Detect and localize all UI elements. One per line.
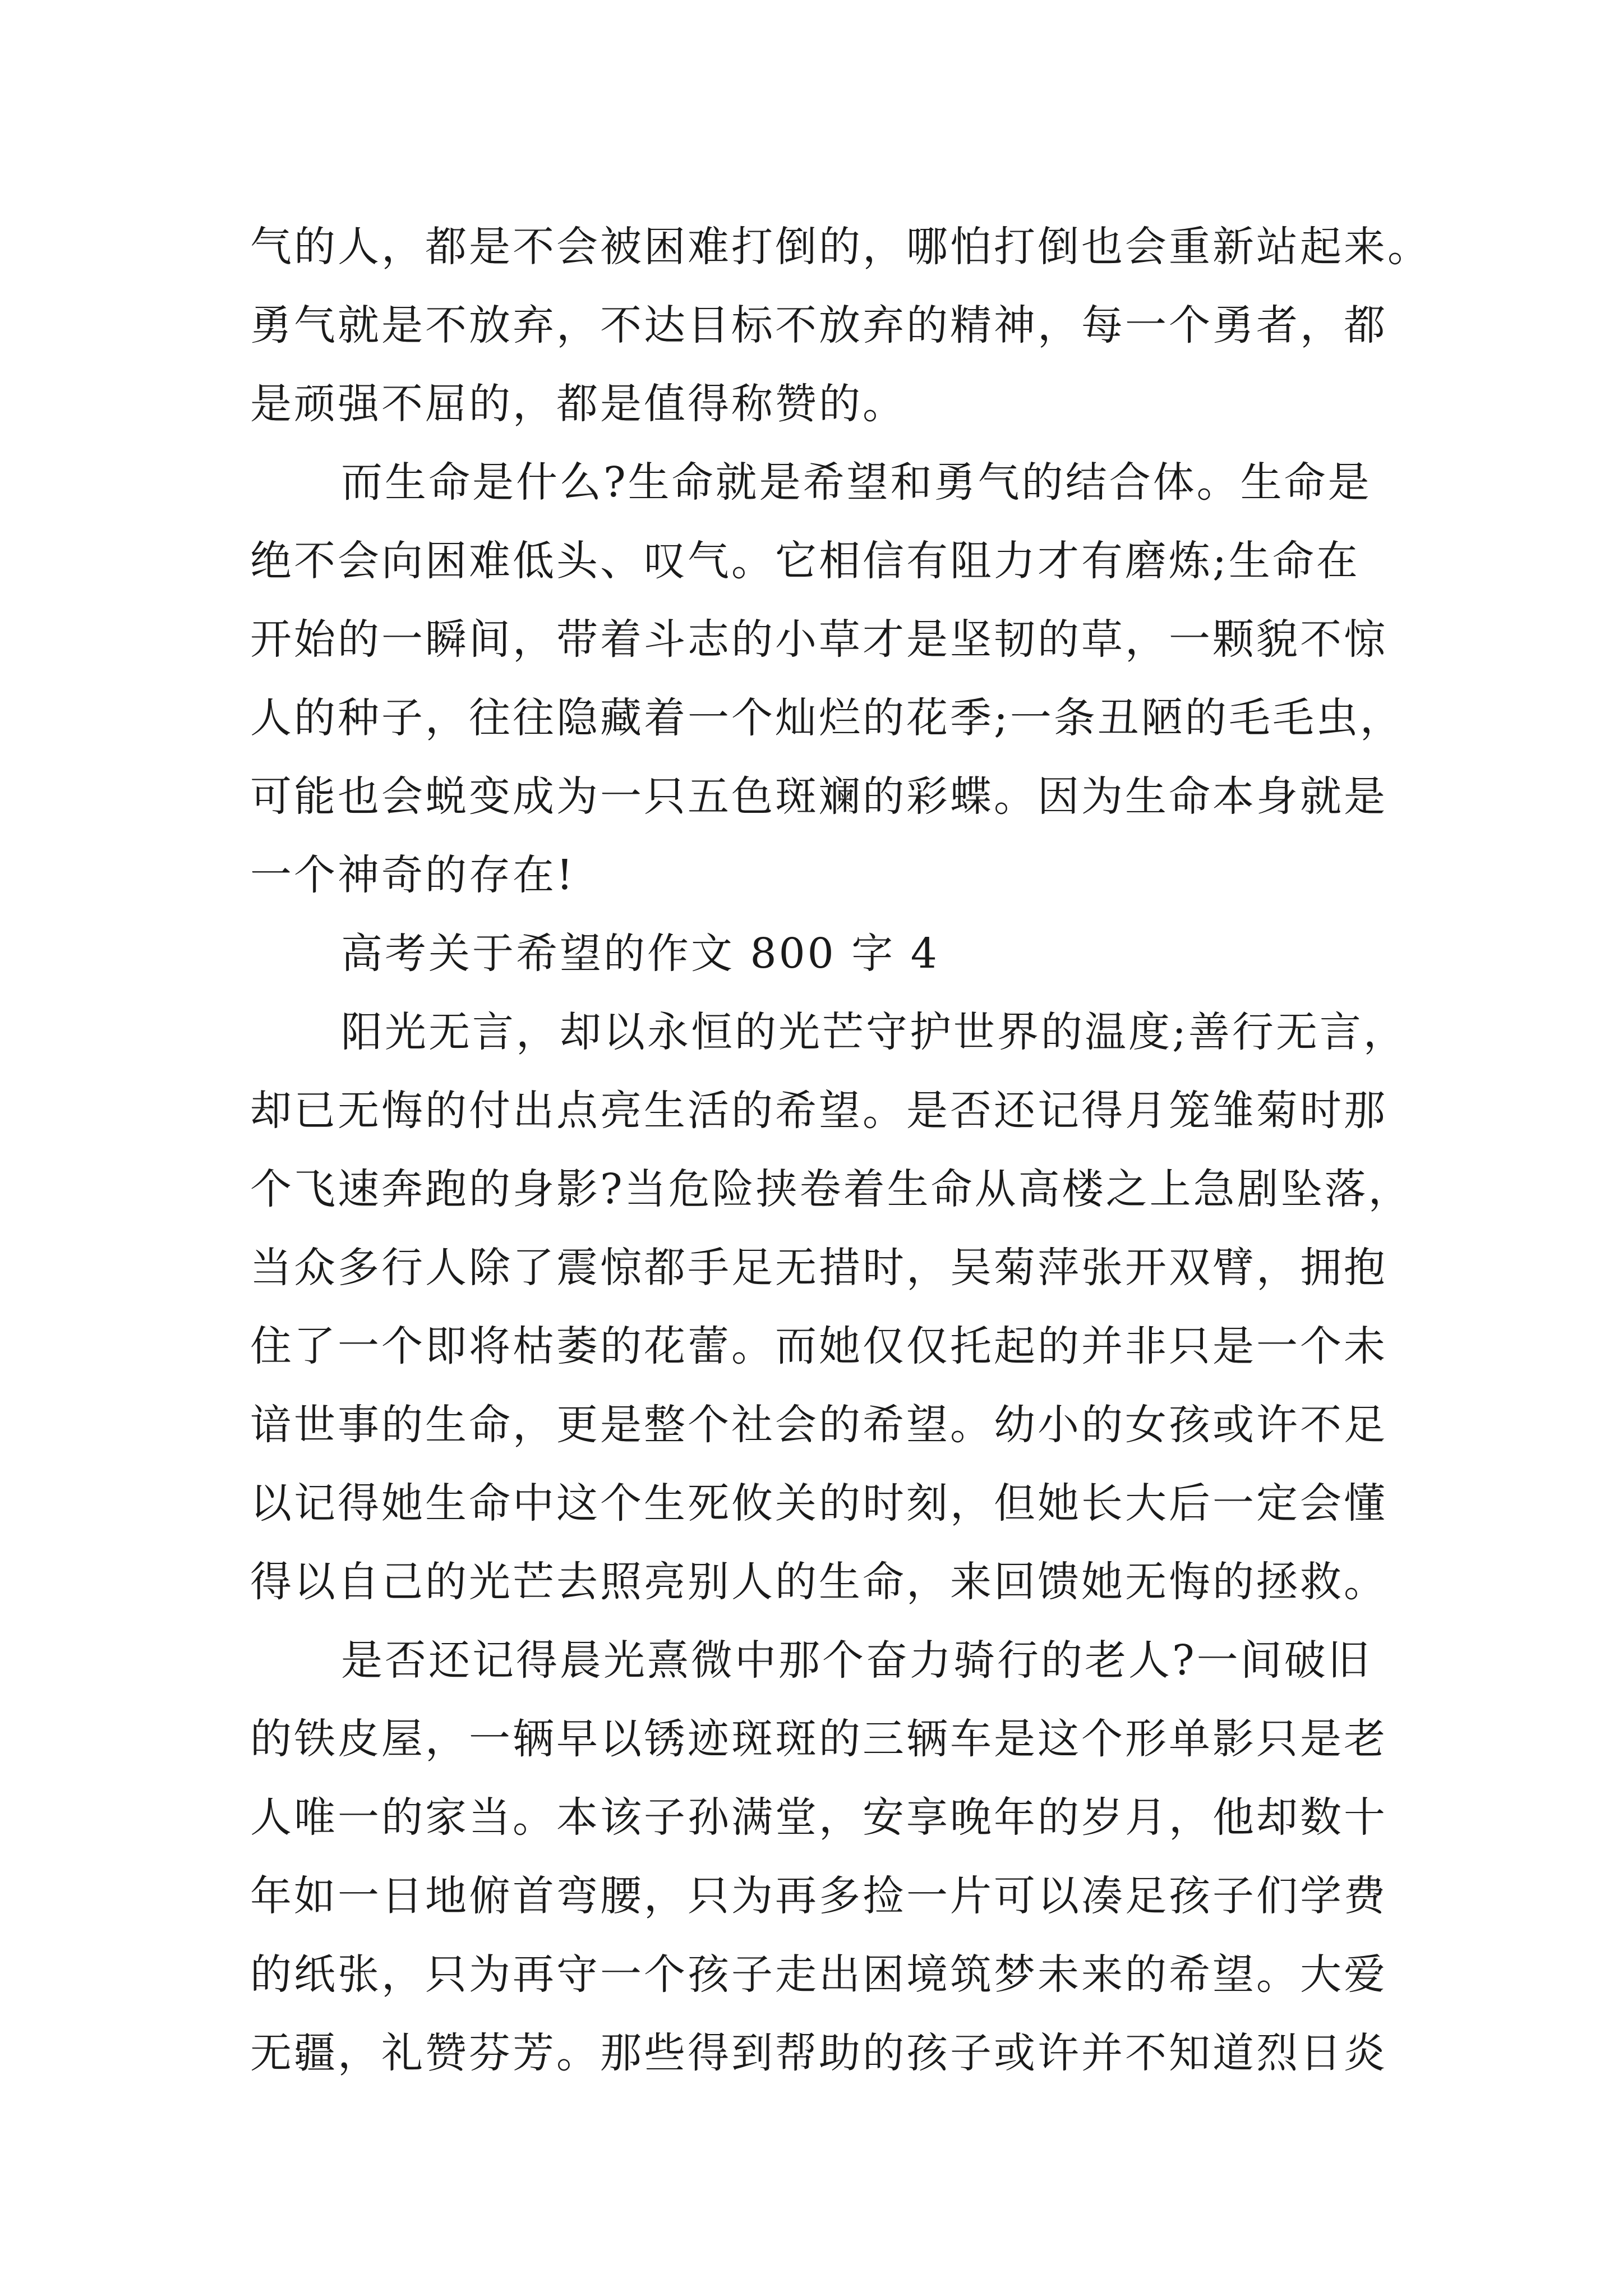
text-line: 住了一个即将枯萎的花蕾。而她仅仅托起的并非只是一个未 bbox=[250, 1322, 1387, 1370]
text-line: 人唯一的家当。本该子孙满堂，安享晚年的岁月，他却数十 bbox=[250, 1793, 1387, 1842]
paragraph-first-line: 是否还记得晨光熹微中那个奋力骑行的老人?一间破旧 bbox=[341, 1636, 1372, 1685]
text-line: 的铁皮屋，一辆早以锈迹斑斑的三辆车是这个形单影只是老 bbox=[250, 1715, 1387, 1763]
text-line: 气的人，都是不会被困难打倒的，哪怕打倒也会重新站起来。 bbox=[250, 223, 1431, 271]
text-line: 得以自己的光芒去照亮别人的生命，来回馈她无悔的拯救。 bbox=[250, 1558, 1387, 1606]
text-line: 一个神奇的存在! bbox=[250, 851, 575, 899]
text-line: 绝不会向困难低头、叹气。它相信有阻力才有磨炼;生命在 bbox=[250, 537, 1360, 585]
document-body bbox=[250, 208, 1431, 2092]
text-line: 谙世事的生命，更是整个社会的希望。幼小的女孩或许不足 bbox=[250, 1401, 1387, 1449]
text-line: 无疆，礼赞芬芳。那些得到帮助的孩子或许并不知道烈日炎 bbox=[250, 2029, 1387, 2077]
text-line: 个飞速奔跑的身影?当危险挟卷着生命从高楼之上急剧坠落， bbox=[250, 1165, 1412, 1213]
text-line: 可能也会蜕变成为一只五色斑斓的彩蝶。因为生命本身就是 bbox=[250, 772, 1387, 821]
text-line: 的纸张，只为再守一个孩子走出困境筑梦未来的希望。大爱 bbox=[250, 1950, 1387, 1999]
section-heading: 高考关于希望的作文 800 字 4 bbox=[341, 930, 939, 978]
text-line: 人的种子，往往隐藏着一个灿烂的花季;一条丑陋的毛毛虫， bbox=[250, 694, 1404, 742]
paragraph-first-line: 而生命是什么?生命就是希望和勇气的结合体。生命是 bbox=[341, 458, 1372, 507]
text-line: 开始的一瞬间，带着斗志的小草才是坚韧的草，一颗貌不惊 bbox=[250, 615, 1387, 664]
text-line: 却已无悔的付出点亮生活的希望。是否还记得月笼雏菊时那 bbox=[250, 1087, 1387, 1135]
text-line: 勇气就是不放弃，不达目标不放弃的精神，每一个勇者，都 bbox=[250, 301, 1387, 349]
text-line: 以记得她生命中这个生死攸关的时刻，但她长大后一定会懂 bbox=[250, 1479, 1387, 1527]
paragraph-first-line: 阳光无言，却以永恒的光芒守护世界的温度;善行无言， bbox=[341, 1008, 1407, 1056]
text-line: 年如一日地俯首弯腰，只为再多捡一片可以凑足孩子们学费 bbox=[250, 1872, 1387, 1920]
text-line: 当众多行人除了震惊都手足无措时，吴菊萍张开双臂，拥抱 bbox=[250, 1244, 1387, 1292]
text-line: 是顽强不屈的，都是值得称赞的。 bbox=[250, 380, 906, 428]
